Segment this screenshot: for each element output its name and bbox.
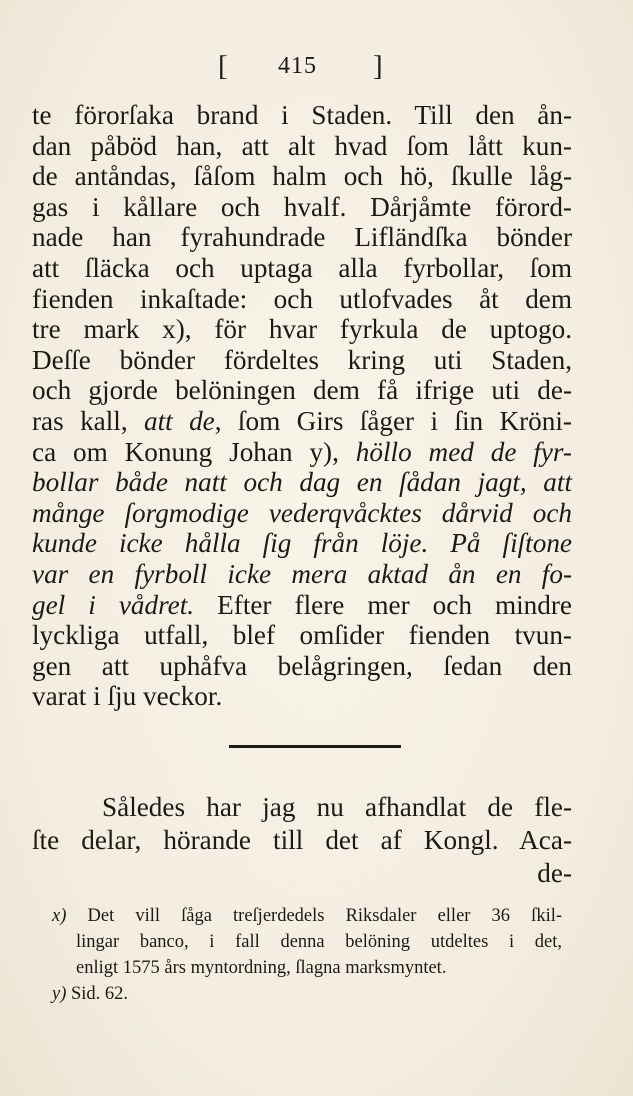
footnote-text: Det vill ſåga treſjerdedels Riksdaler eller 36 ſkil- [87, 906, 563, 926]
text-line: fienden inkaſtade: och utlofvades åt dem [32, 283, 572, 314]
header-bracket-right: ] [373, 50, 384, 82]
final-paragraph [32, 791, 572, 890]
italic-quote: höllo med de fyr- [355, 436, 572, 467]
footnote-text: lingar banco, i fall denna belöning utdeltes i det, [76, 932, 562, 952]
footnotes [52, 903, 562, 1007]
footnote-x-line [52, 903, 562, 929]
text-line: nade han fyrahundrade Lifländſka bönder [32, 222, 572, 253]
text-segment: ras kall, [32, 405, 145, 436]
text-line: och gjorde belöningen dem få ifrige uti de- [32, 375, 572, 406]
footnote-marker-x: x) [52, 906, 67, 926]
text-line: varat i ſju veckor. [32, 681, 223, 712]
text-line: gen att uphåfva belågringen, ſedan den [32, 650, 572, 681]
page-number: 415 [278, 53, 317, 79]
text-line: te förorſaka brand i Staden. Till den ån- [32, 100, 572, 130]
italic-quote: att de [144, 405, 215, 436]
text-line: ſte delar, hörande till det af Kongl. Aca- [32, 825, 572, 855]
text-line: gas i kållare och hvalf. Dårjåmte förord- [32, 191, 572, 222]
text-line [32, 406, 572, 437]
footnote-y-line [52, 981, 562, 1007]
text-line: de antåndas, ſåſom halm och hö, ſkulle låg- [32, 161, 572, 192]
italic-quote: gel i vådret. [32, 589, 195, 620]
italic-quote-line: var en fyrboll icke mera aktad ån en fo- [32, 558, 572, 589]
text-line: lyckliga utfall, blef omſider fienden tvun- [32, 620, 572, 651]
main-paragraph [32, 100, 572, 712]
text-segment: ca om Konung Johan y), [32, 436, 356, 467]
footnote-marker-y: y) [52, 984, 67, 1004]
text-line [32, 437, 572, 468]
text-line: Deſſe bönder fördeltes kring uti Staden, [32, 344, 572, 375]
catchword: de- [537, 858, 572, 888]
text-line: Således har jag nu afhandlat de fle- [102, 792, 572, 822]
italic-quote-line: kunde icke hålla ſig från löje. På ſiſtone [32, 528, 572, 559]
text-segment: Efter flere mer och mindre [194, 589, 572, 620]
section-divider [229, 745, 401, 748]
footnote-text: enligt 1575 års myntordning, ſlagna marksmyntet. [76, 958, 447, 978]
text-line [32, 590, 572, 621]
text-line: dan påböd han, att alt hvad ſom lått kun- [32, 130, 572, 161]
italic-quote-line: månge ſorgmodige vederqvåcktes dårvid och [32, 497, 572, 528]
footnote-text: Sid. 62. [71, 984, 129, 1004]
text-segment: , ſom Girs ſåger i ſin Kröni- [214, 405, 572, 436]
header-bracket-left: [ [218, 50, 229, 82]
text-line: att ſläcka och uptaga alla fyrbollar, ſom [32, 252, 572, 283]
text-line: tre mark x), för hvar fyrkula de uptogo. [32, 314, 572, 345]
italic-quote-line: bollar både natt och dag en ſådan jagt, att [32, 467, 572, 498]
